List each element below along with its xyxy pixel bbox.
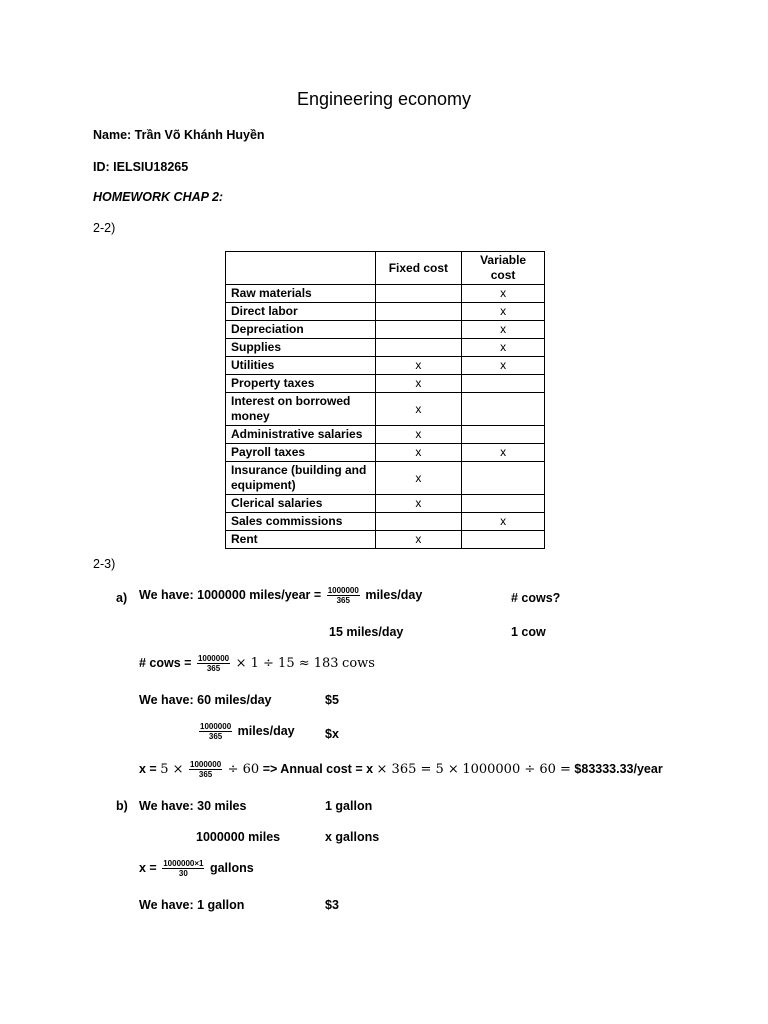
part-b-line-2-left: 1000000 miles	[196, 830, 281, 844]
fixed-cost-cell: x	[375, 444, 462, 462]
variable-cost-cell: x	[462, 285, 545, 303]
table-row	[226, 531, 545, 549]
part-b-line-4-left: We have: 1 gallon	[139, 898, 245, 912]
table-row	[226, 462, 545, 495]
fraction	[327, 586, 360, 605]
cost-item-cell: Sales commissions	[226, 513, 376, 531]
text: miles/day	[237, 723, 295, 738]
fraction-denominator: 365	[206, 664, 221, 673]
fraction-denominator: 365	[208, 732, 223, 741]
text: gallons	[209, 860, 254, 875]
fraction-denominator: 365	[336, 596, 350, 605]
table-row	[226, 393, 545, 426]
fixed-cost-cell: x	[375, 531, 462, 549]
part-a-line-4-right: $5	[325, 693, 339, 707]
cost-item-cell: Supplies	[226, 339, 376, 357]
part-b-line-3	[139, 859, 254, 878]
annual-cost-value: $83333.33/year	[574, 761, 663, 776]
table-row	[226, 357, 545, 375]
math-expression: 5 ×	[160, 761, 184, 777]
math-expression: ÷ 60	[227, 761, 260, 777]
table-header-cell	[226, 252, 376, 285]
part-b-line-4-right: $3	[325, 898, 339, 912]
text: We have: 1000000 miles/year =	[139, 587, 322, 602]
fixed-cost-cell	[375, 303, 462, 321]
part-a-line-2-left: 15 miles/day	[329, 625, 404, 639]
fixed-cost-cell: x	[375, 426, 462, 444]
math-expression: × 365 = 5 ×	[376, 761, 459, 777]
section-2-3-label: 2-3)	[93, 557, 116, 571]
fraction	[189, 760, 222, 779]
cost-item-cell: Utilities	[226, 357, 376, 375]
math-expression: × 1 ÷ 15 ≈ 183	[235, 655, 339, 671]
table-row	[226, 513, 545, 531]
part-a-line-5-right: $x	[325, 727, 339, 741]
fraction-numerator: 1000000	[327, 586, 359, 595]
variable-cost-cell: x	[462, 303, 545, 321]
fraction	[199, 722, 232, 741]
variable-cost-cell	[462, 375, 545, 393]
part-a-line-5	[197, 722, 295, 741]
math-expression: 1000000 ÷ 60 =	[462, 761, 571, 777]
table-row	[226, 303, 545, 321]
cost-item-cell: Depreciation	[226, 321, 376, 339]
variable-cost-cell	[462, 426, 545, 444]
fixed-cost-cell	[375, 321, 462, 339]
fixed-cost-cell	[375, 513, 462, 531]
text: => Annual cost = x	[262, 761, 374, 776]
part-a-line-4-left: We have: 60 miles/day	[139, 693, 272, 707]
fraction-numerator: 1000000	[190, 760, 222, 769]
fixed-cost-cell: x	[375, 495, 462, 513]
fraction-numerator: 1000000	[197, 654, 230, 663]
part-a-line-3	[139, 654, 375, 673]
fraction	[197, 654, 230, 673]
table-header-row	[226, 252, 545, 285]
part-b-label: b)	[116, 799, 128, 813]
text: x =	[139, 860, 157, 875]
homework-heading: HOMEWORK CHAP 2:	[93, 190, 224, 204]
fixed-cost-cell	[375, 339, 462, 357]
variable-cost-cell: x	[462, 339, 545, 357]
variable-cost-cell	[462, 393, 545, 426]
part-b-line-1-right: 1 gallon	[325, 799, 373, 813]
fixed-cost-cell: x	[375, 393, 462, 426]
part-b-line-2-right: x gallons	[325, 830, 380, 844]
fraction	[162, 859, 204, 878]
part-a-label: a)	[116, 591, 128, 605]
part-a-line-1	[139, 586, 422, 605]
variable-cost-cell: x	[462, 444, 545, 462]
table-row	[226, 285, 545, 303]
cost-item-cell: Administrative salaries	[226, 426, 376, 444]
fraction-numerator: 1000000	[200, 722, 232, 731]
part-a-line-6	[139, 760, 663, 779]
cost-item-cell: Rent	[226, 531, 376, 549]
cost-item-cell: Raw materials	[226, 285, 376, 303]
table-row	[226, 321, 545, 339]
table-row	[226, 426, 545, 444]
fixed-cost-cell: x	[375, 357, 462, 375]
fixed-cost-cell	[375, 285, 462, 303]
variable-cost-cell: x	[462, 513, 545, 531]
variable-cost-cell: x	[462, 321, 545, 339]
variable-cost-cell	[462, 495, 545, 513]
student-name: Name: Trần Võ Khánh Huyền	[93, 128, 265, 142]
cost-item-cell: Payroll taxes	[226, 444, 376, 462]
cost-item-cell: Direct labor	[226, 303, 376, 321]
part-a-line-2-right: 1 cow	[511, 625, 546, 639]
student-id: ID: IELSIU18265	[93, 160, 189, 174]
fraction-numerator: 1000000×1	[163, 859, 204, 868]
text: cows	[342, 655, 375, 671]
variable-cost-cell	[462, 531, 545, 549]
section-2-2-label: 2-2)	[93, 221, 116, 235]
cost-table	[225, 251, 545, 549]
cost-item-cell: Insurance (building and equipment)	[226, 462, 376, 495]
part-b-line-1-left: We have: 30 miles	[139, 799, 247, 813]
table-header-cell: Variable cost	[462, 252, 545, 285]
table-row	[226, 339, 545, 357]
text: x =	[139, 761, 157, 776]
variable-cost-cell	[462, 462, 545, 495]
cost-item-cell: Property taxes	[226, 375, 376, 393]
cost-item-cell: Clerical salaries	[226, 495, 376, 513]
text: # cows =	[139, 655, 192, 670]
fixed-cost-cell: x	[375, 462, 462, 495]
fraction-denominator: 30	[178, 869, 188, 878]
fraction-denominator: 365	[198, 770, 213, 779]
table-row	[226, 444, 545, 462]
page-title: Engineering economy	[296, 89, 472, 109]
fixed-cost-cell: x	[375, 375, 462, 393]
table-header-cell: Fixed cost	[375, 252, 462, 285]
table-row	[226, 375, 545, 393]
variable-cost-cell: x	[462, 357, 545, 375]
table-row	[226, 495, 545, 513]
part-a-cows-question: # cows?	[511, 591, 561, 605]
cost-item-cell: Interest on borrowed money	[226, 393, 376, 426]
text: miles/day	[365, 587, 423, 602]
